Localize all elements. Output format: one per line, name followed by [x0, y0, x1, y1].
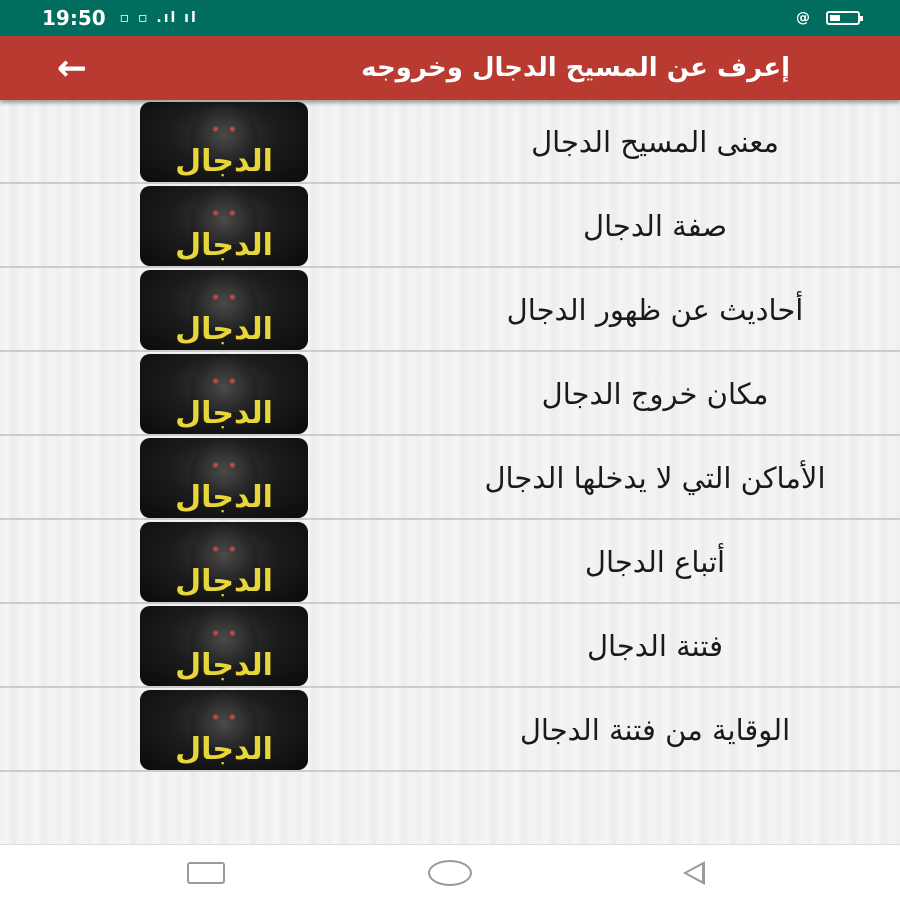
topics-list: [0, 100, 900, 844]
thumbnail-label: الدجال: [175, 312, 273, 347]
thumbnail-label: الدجال: [175, 228, 273, 263]
eyes-icon: [210, 546, 238, 552]
thumbnail-label: الدجال: [175, 480, 273, 515]
page-title: إعرف عن المسيح الدجال وخروجه: [361, 53, 790, 83]
thumbnail-label: الدجال: [175, 732, 273, 767]
dajjal-thumbnail: [140, 354, 308, 434]
eyes-icon: [210, 294, 238, 300]
eyes-icon: [210, 378, 238, 384]
home-button[interactable]: [410, 845, 490, 901]
dajjal-thumbnail: [140, 690, 308, 770]
dajjal-thumbnail: [140, 102, 308, 182]
signal-icon: ▫ ▫ .ıl ıl: [119, 10, 198, 26]
eyes-icon: [210, 462, 238, 468]
alarm-icon: @: [796, 10, 812, 26]
status-bar: [0, 0, 900, 36]
thumbnail-label: الدجال: [175, 648, 273, 683]
list-item[interactable]: [0, 100, 900, 184]
dajjal-thumbnail: [140, 606, 308, 686]
status-right: [796, 10, 860, 26]
battery-icon: [826, 11, 860, 25]
list-item[interactable]: [0, 184, 900, 268]
nav-back-button[interactable]: [654, 845, 734, 901]
thumbnail-label: الدجال: [175, 144, 273, 179]
status-time: 19:50: [42, 6, 106, 30]
eyes-icon: [210, 210, 238, 216]
back-arrow-icon[interactable]: ←: [56, 47, 88, 89]
list-item-label: فتنة الدجال: [586, 629, 724, 663]
thumbnail-label: الدجال: [175, 396, 273, 431]
dajjal-thumbnail: [140, 438, 308, 518]
list-item-label: معنى المسيح الدجال: [531, 125, 779, 159]
app-toolbar: [0, 36, 900, 100]
eyes-icon: [210, 630, 238, 636]
home-icon: [428, 860, 472, 886]
system-nav-bar: [0, 844, 900, 901]
thumbnail-label: الدجال: [175, 564, 273, 599]
eyes-icon: [210, 714, 238, 720]
list-item[interactable]: [0, 268, 900, 352]
dajjal-thumbnail: [140, 522, 308, 602]
list-item[interactable]: [0, 436, 900, 520]
list-item[interactable]: [0, 352, 900, 436]
list-item[interactable]: [0, 520, 900, 604]
recents-icon: [187, 862, 225, 884]
list-item[interactable]: [0, 688, 900, 772]
list-item-label: أتباع الدجال: [584, 545, 726, 579]
dajjal-thumbnail: [140, 270, 308, 350]
dajjal-thumbnail: [140, 186, 308, 266]
list-item-label: مكان خروج الدجال: [541, 377, 769, 411]
status-left: [42, 6, 198, 30]
list-item-label: صفة الدجال: [583, 209, 728, 243]
list-item-label: أحاديث عن ظهور الدجال: [506, 293, 804, 327]
recents-button[interactable]: [166, 845, 246, 901]
list-item-label: الوقاية من فتنة الدجال: [519, 713, 791, 747]
eyes-icon: [210, 126, 238, 132]
list-item[interactable]: [0, 604, 900, 688]
back-icon: [683, 861, 705, 885]
list-item-label: الأماكن التي لا يدخلها الدجال: [484, 461, 826, 495]
